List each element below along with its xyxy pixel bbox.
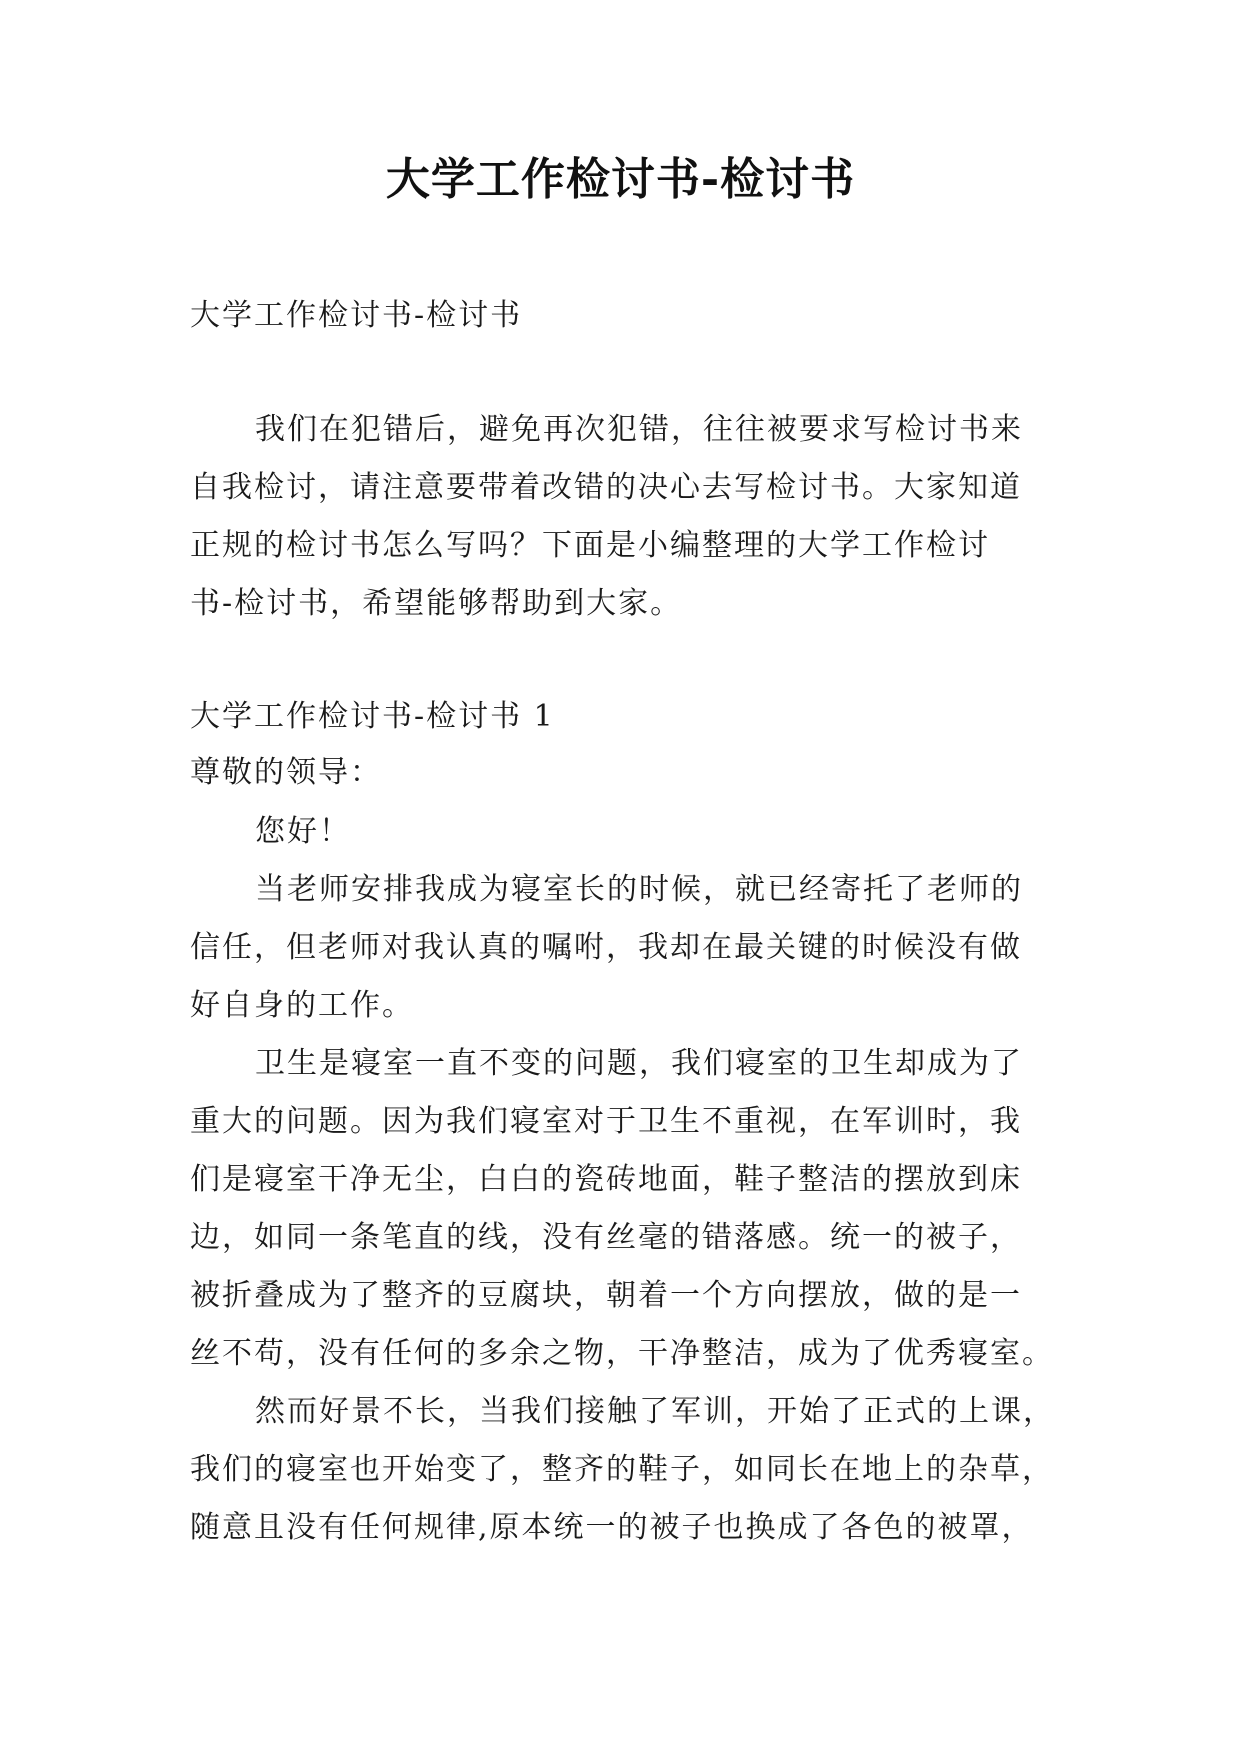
- intro-line: 自我检讨，请注意要带着改错的决心去写检讨书。大家知道: [190, 470, 1022, 505]
- paragraph-line: 好自身的工作。: [190, 988, 414, 1023]
- section-heading: 大学工作检讨书-检讨书 1: [190, 699, 555, 734]
- paragraph-line: 重大的问题。因为我们寝室对于卫生不重视，在军训时，我: [190, 1104, 1022, 1139]
- greeting: 您好！: [255, 814, 351, 849]
- paragraph-line: 卫生是寝室一直不变的问题，我们寝室的卫生却成为了: [255, 1046, 1023, 1081]
- paragraph-line: 们是寝室干净无尘，白白的瓷砖地面，鞋子整洁的摆放到床: [190, 1162, 1022, 1197]
- paragraph-line: 随意且没有任何规律,原本统一的被子也换成了各色的被罩，: [190, 1510, 1034, 1545]
- paragraph-line: 被折叠成为了整齐的豆腐块，朝着一个方向摆放，做的是一: [190, 1278, 1022, 1313]
- intro-line: 我们在犯错后，避免再次犯错，往往被要求写检讨书来: [255, 412, 1023, 447]
- document-subtitle: 大学工作检讨书-检讨书: [190, 298, 523, 333]
- paragraph-line: 丝不苟，没有任何的多余之物，干净整洁，成为了优秀寝室。: [190, 1336, 1054, 1371]
- paragraph-line: 边，如同一条笔直的线，没有丝毫的错落感。统一的被子，: [190, 1220, 1022, 1255]
- intro-line: 书-检讨书，希望能够帮助到大家。: [190, 586, 683, 621]
- intro-line: 正规的检讨书怎么写吗？下面是小编整理的大学工作检讨: [190, 528, 990, 563]
- paragraph-line: 我们的寝室也开始变了，整齐的鞋子，如同长在地上的杂草，: [190, 1452, 1054, 1487]
- document-title: 大学工作检讨书-检讨书: [385, 154, 856, 205]
- paragraph-line: 当老师安排我成为寝室长的时候，就已经寄托了老师的: [255, 872, 1023, 907]
- paragraph-line: 然而好景不长，当我们接触了军训，开始了正式的上课，: [255, 1394, 1055, 1429]
- salutation: 尊敬的领导：: [190, 755, 382, 790]
- paragraph-line: 信任，但老师对我认真的嘱咐，我却在最关键的时候没有做: [190, 930, 1022, 965]
